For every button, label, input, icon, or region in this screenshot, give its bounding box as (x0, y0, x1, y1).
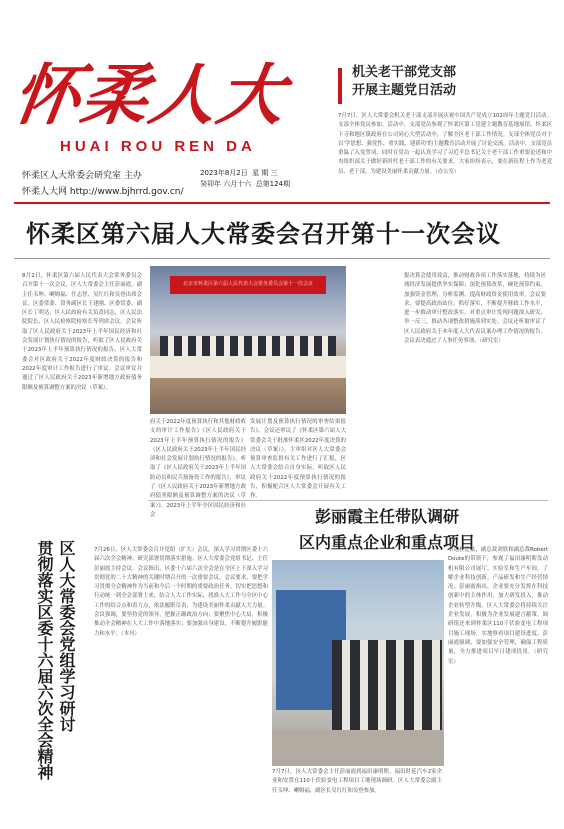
issue-number: 总第124期 (255, 180, 291, 188)
article1-column-right: 报决算会使用效益，推动财政各项工作落实落地，持续为区域经济发展提供坚实保障；深化预算改革，硬化预算约束，加强资金管理，分析监测，提高财政资金使用效率。会议要求，要提高政治站位，抓好落实，不断提升财政工作水平，进一步推动审计整改落实，对重点审计发现问题深入研究、举一反三，推动各项整改措施落到实处。会议还听取审议了区人民政府关于本年度人大代表议案办理工作情况的报告。会议表决通过了人事任免事项。（研究室） (404, 273, 546, 345)
visit-group (332, 640, 442, 730)
factory-photo-caption: 7月7日，区人大常委会主任彭丽霞到福田康明斯、福田时延汽车2家企业和安置在110千伏验变电工程项目工地现场调研。区人大常委会副主任韦坤、喇姆福，副区长吴红红和吴登参加。 (272, 769, 442, 794)
masthead-pinyin: HUAI ROU REN DA (60, 138, 256, 155)
masthead-logo: 怀柔人大 (8, 56, 292, 134)
meeting-banner (170, 276, 326, 294)
sidebar-marker-icon (338, 68, 348, 104)
article2-body: 书记杜廷弦，副总裁刘欣和副总裁Robert Doute的带领下，参观了福田康明斯发动机有限公司展厅、实验室和生产车间，了解企业科技创新、产品研发和生产经营情况。彭丽霞指出，企业要充分发挥在科技创新中的主体作用，加大研发投入，推动企业转型升级。区人大常委会将持续关注企业发展，积极为企业发展建言献策。调研组还来到怀柔区110千伏验变电工程项目施工现场，实地察看项目建设进度。彭丽霞强调，要加强安全管理，确保工程质量，全力推进项目早日建成投用。（研究室） (448, 547, 548, 665)
meeting-table (150, 356, 346, 378)
issue-datebox (200, 168, 322, 192)
main-headline: 怀柔区第六届人大常委会召开第十一次会议 (26, 221, 501, 248)
sidebar-title (352, 64, 456, 100)
issue-date: 2023年8月2日 (200, 169, 248, 177)
sidebar-title-line1: 机关老干部党支部 (352, 65, 457, 80)
meeting-photo (150, 266, 346, 414)
vertical-headline-col2: 贯彻落实区委十六届六次全会精神 (35, 540, 52, 780)
article1-column-left: 8月2日，怀柔区第六届人民代表大会常务委员会召开第十一次会议。区人大常委会主任彭丽霞，副主任韦坤、喇姆福、任志智、吴红红和吴登出席会议。区委常委、常务副区长王建刚、区委常委、副区长丁明达、区人民政府有关负责同志，区人民法院院长、区人民检察院检察长等列席会议。会议听取了区人民政府关于2023年上半年国民经济和社会发展计划执行情况的报告，听取了区人民政府关于2023年上半年预算执行情况的报告。区人大常委会对区政府关于2022年度财政决算的报告和2022年度审计工作报告进行了审议。会议审议并通过了区人民政府关于2023年新增地方政府债务限额及预算调整方案的决议（草案）。 (22, 273, 142, 391)
website-line (22, 184, 184, 197)
meeting-banner-text: 北京市怀柔区第六届人民代表大会常务委员会第十一次会议 (182, 281, 313, 287)
section-divider (148, 500, 548, 501)
sidebar-body: 7月7日，区人大常委会机关老干部支部开展庆祝中国共产党成立102周年主题党日活动。支部全体党员参加。活动中，支部党员参观了怀柔区第工党建主题教育基地展馆，怀柔区下寺和地区镇政府在公司同心大型活动中，了解全区老干部工作情况。支部全体党员对于以'学思想、强党性、重实践、建新功'的主题教育活动开展了讨论交流。活动中，支部党员重温了入党誓词，同时在党员一起认真学习了习近平总书记关于老干部工作重要论述和中央组织部关于做好新时代老干部工作的有关要求。大家纷纷表示，要在新征程上作为老党员、老干部，为建设美丽怀柔贡献力量。（办公室） (338, 113, 552, 175)
masthead-divider (14, 202, 550, 204)
issue-weekday: 星 期 三 (252, 169, 278, 177)
article2-title-line1: 彭丽霞主任带队调研 (314, 509, 459, 526)
issue-lunar: 癸卯年 六月十六 (200, 180, 252, 188)
article1-column-mid2: 发展计划及预算执行情况的审查结果报告》。会议还审议了《怀柔区第六届人大常委会关于批准怀柔区2022年度决算的决议（草案）》。主审组对区人大常委会预算审查监督有关工作进行了汇报，区人大常委会结合自身实际，听取区人民政府关于2022年度预算执行情况的报告，积极配合区人大常委会开展有关工作。 (250, 419, 346, 500)
vertical-article-body: 7月26日，区人大常委会召开党组（扩大）会议，深入学习贯彻区委十六届六次全会精神，研究部署贯彻落实措施。区人大常委会党组书记、主任彭丽霞主持会议。会议指出，区委十六届六次全会是在全区上下深入学习贯彻党的二十大精神的关键时期召开的一次重要会议。会议要求，要把学习贯彻全会精神作为当前和今后一个时期的重要政治任务，切实把思想和行动统一到全会部署上来，结合人大工作实际，找准人大工作与全区中心工作的结合点和着力点，依法履职尽责，为建设美丽怀柔贡献人大力量。会议强调，要坚持党的领导，把握正确政治方向；要聚焦中心大局，积极推动全会精神在人大工作中落地落实；要加强自身建设，不断提升履职能力和水平。（本刊） (94, 547, 268, 637)
website-label: 怀柔人大网 (22, 187, 68, 197)
headline-divider (14, 258, 550, 259)
vertical-headline-col1: 区人大常委会党组学习研讨 (57, 540, 74, 732)
sponsor-line: 怀柔区人大常委会研究室 主办 (22, 171, 142, 181)
vertical-headline (14, 540, 90, 810)
sidebar-title-line2: 开展主题党日活动 (352, 83, 457, 98)
factory-photo (272, 560, 444, 766)
factory-floor (272, 730, 444, 766)
article2-title-line2: 区内重点企业和重点项目 (298, 535, 475, 552)
website-url[interactable]: http://www.bjhrrd.gov.cn/ (69, 187, 184, 197)
article1-column-mid1: 府关于2022年度预算执行和其他财政收支的审计工作报告》《区人民政府关于2023年上半年预算执行情况的报告》《区人民政府关于2023年上半年国民经济和社会发展计划执行情况的报告》，听取了《区人民政府关于2023年上半年国防动员和民兵预备役工作的报告》，审议了《区人民政府关于2023年新增地方政府债务限额及预算调整方案的决议（草案）》，2023年上半年全区国民经济和社会 (150, 419, 246, 518)
meeting-attendees (160, 336, 336, 356)
